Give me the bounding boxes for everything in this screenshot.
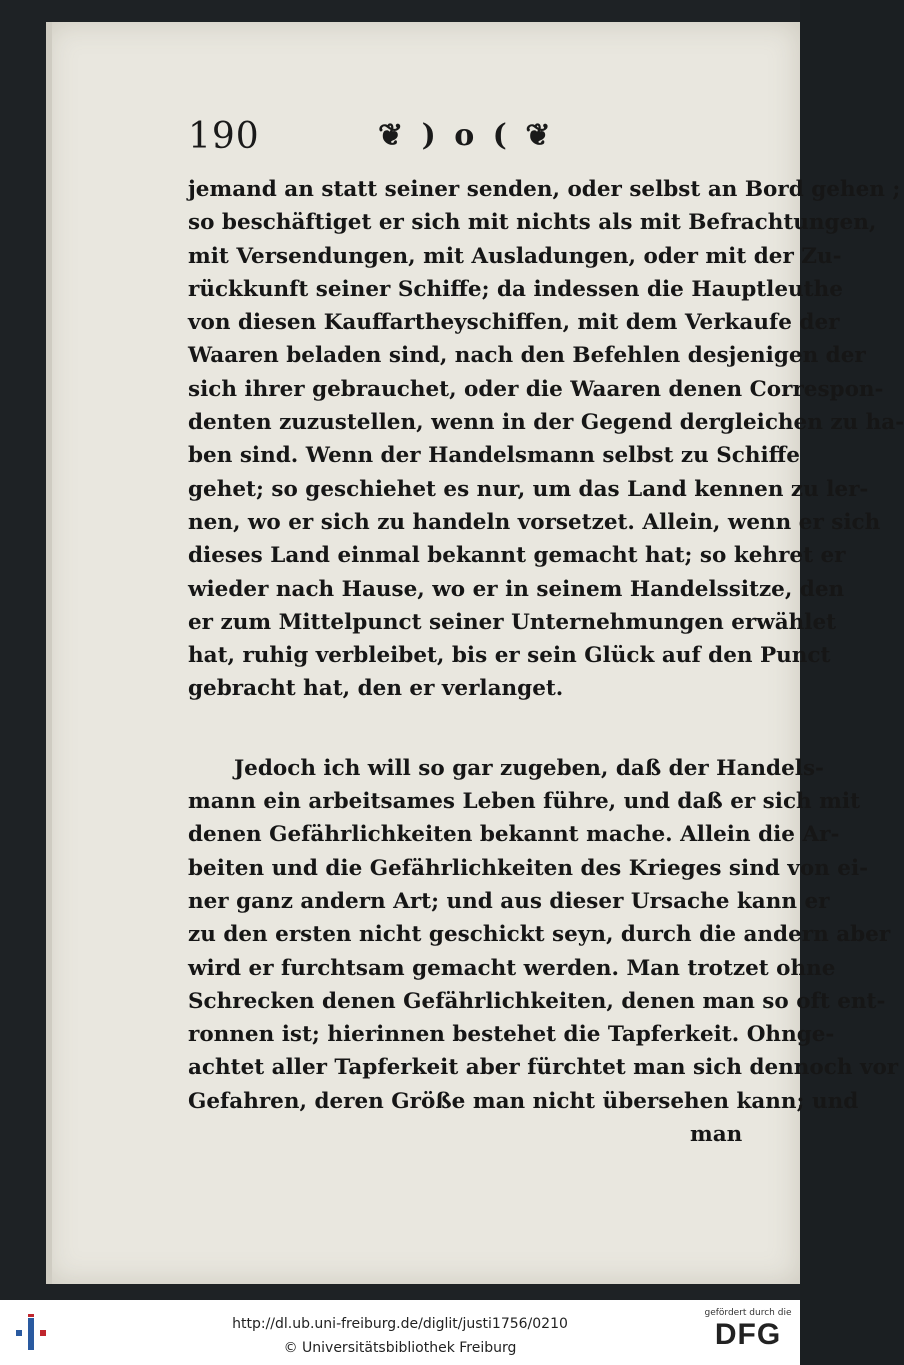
text-line: rückkunft seiner Schiffe; da indessen die Hauptleuthe [188,276,843,302]
catchword: man [690,1122,743,1147]
text-line: Waaren beladen sind, nach den Befehlen desjenigen der [188,343,866,369]
dfg-sponsor-block [700,1308,796,1360]
text-line: sich ihrer gebrauchet, oder die Waaren denen Correspon- [188,376,884,402]
text-line: ronnen ist; hierinnen bestehet die Tapferkeit. Ohnge- [188,1022,835,1048]
page-number: 190 [188,116,260,157]
permalink-url[interactable]: http://dl.ub.uni-freiburg.de/diglit/justi1756/0210 [232,1316,568,1332]
viewer-footer [0,1300,800,1365]
text-line: von diesen Kauffartheyschiffen, mit dem Verkaufe der [188,310,840,336]
dfg-caption: gefördert durch die [704,1308,792,1318]
text-line: wieder nach Hause, wo er in seinem Handelssitze, den [188,576,845,602]
header-ornament: ❦ ) o ( ❦ [378,118,555,153]
paragraph-1 [188,173,904,706]
page-edge [46,22,52,1284]
text-line: zu den ersten nicht geschickt seyn, durch die andern aber [188,922,891,948]
text-line: denen Gefährlichkeiten bekannt mache. Allein die Ar- [188,822,840,848]
copyright-notice: © Universitätsbibliothek Freiburg [283,1340,517,1356]
text-line: achtet aller Tapferkeit aber fürchtet man sich dennoch vor [188,1055,899,1081]
text-line: gehet; so geschiehet es nur, um das Land kennen zu ler- [188,476,869,502]
paragraph-2 [188,752,899,1118]
body-text [188,173,904,1118]
paragraph-gap [188,706,754,752]
text-line: jemand an statt seiner senden, oder selbst an Bord gehen ; [188,177,901,202]
text-line: hat, ruhig verbleibet, bis er sein Glück auf den Punct [188,643,831,669]
text-line: Jedoch ich will so gar zugeben, daß der Handels- [234,755,824,781]
text-line: gebracht hat, den er verlanget. [188,676,564,702]
text-line: ben sind. Wenn der Handelsmann selbst zu Schiffe [188,443,800,469]
text-line: Schrecken denen Gefährlichkeiten, denen man so oft ent- [188,988,886,1014]
text-line: mit Versendungen, mit Ausladungen, oder mit der Zu- [188,243,842,269]
dfg-logo: DFG [714,1318,782,1351]
text-line: Gefahren, deren Größe man nicht übersehen kann; und [188,1088,859,1114]
text-line: ner ganz andern Art; und aus dieser Ursache kann er [188,888,830,914]
text-line: dieses Land einmal bekannt gemacht hat; so kehret er [188,543,846,569]
text-line: denten zuzustellen, wenn in der Gegend dergleichen zu ha- [188,410,904,436]
text-line: nen, wo er sich zu handeln vorsetzet. Allein, wenn er sich [188,509,881,535]
text-line: so beschäftiget er sich mit nichts als mit Befrachtungen, [188,210,877,236]
page-header [186,116,746,164]
text-line: wird er furchtsam gemacht werden. Man trotzet ohne [188,955,836,981]
text-line: mann ein arbeitsames Leben führe, und daß er sich mit [188,789,861,815]
text-line: er zum Mittelpunct seiner Unternehmungen erwählet [188,609,837,635]
text-line: beiten und die Gefährlichkeiten des Krieges sind von ei- [188,855,869,881]
